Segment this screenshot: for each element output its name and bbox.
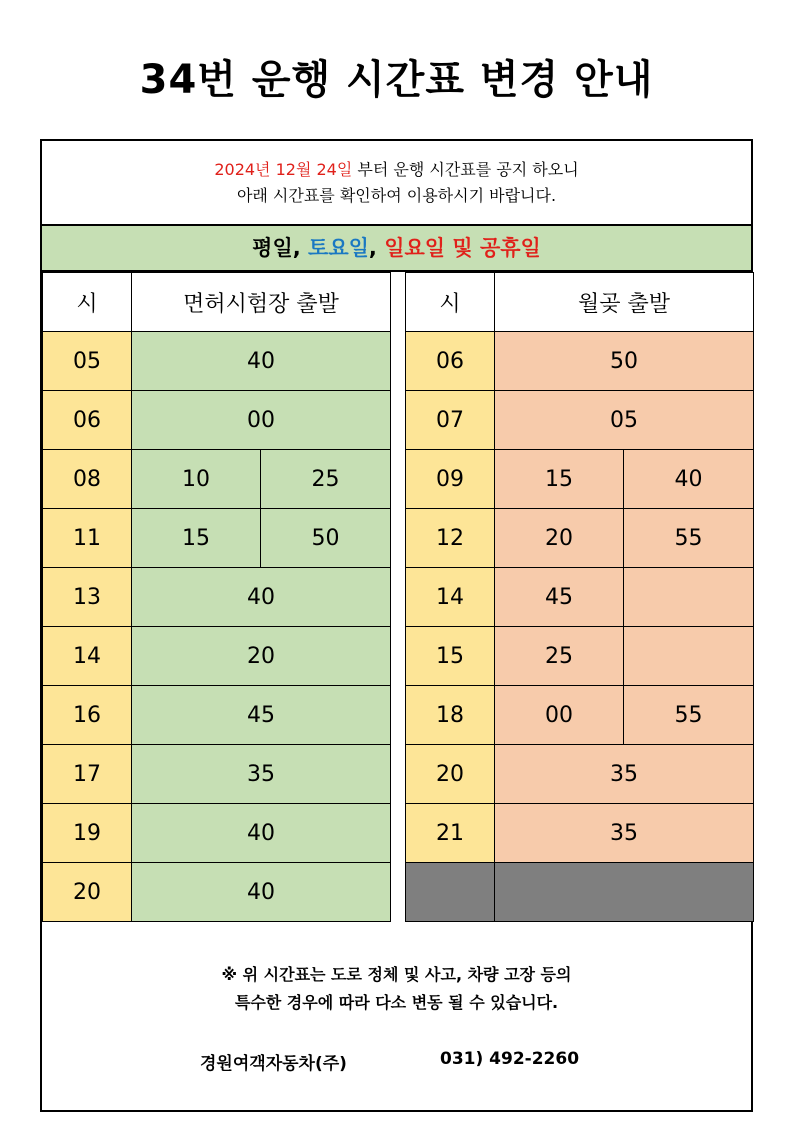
left-header-row bbox=[43, 273, 391, 332]
notice-box bbox=[42, 141, 751, 226]
right-hour-cell: 14 bbox=[406, 568, 495, 627]
right-minute-cell: 40 bbox=[624, 450, 754, 509]
left-hour-cell: 13 bbox=[43, 568, 132, 627]
right-empty-hour-cell bbox=[406, 863, 495, 922]
left-hour-cell: 11 bbox=[43, 509, 132, 568]
right-minute-cell: 50 bbox=[495, 332, 754, 391]
footer-line-1: ※ 위 시간표는 도로 정체 및 사고, 차량 고장 등의 bbox=[221, 965, 572, 984]
right-hour-cell: 07 bbox=[406, 391, 495, 450]
saturday-label: 토요일 bbox=[308, 236, 369, 260]
right-hour-header: 시 bbox=[406, 273, 495, 332]
right-row bbox=[406, 568, 754, 627]
right-minute-cell: 15 bbox=[495, 450, 624, 509]
left-row bbox=[43, 391, 391, 450]
left-row bbox=[43, 509, 391, 568]
left-minute-cell: 35 bbox=[132, 745, 391, 804]
left-minute-cell: 15 bbox=[132, 509, 261, 568]
weekday-label: 평일 bbox=[252, 236, 293, 260]
right-row bbox=[406, 686, 754, 745]
left-hour-cell: 14 bbox=[43, 627, 132, 686]
left-minute-cell: 50 bbox=[261, 509, 391, 568]
left-row bbox=[43, 568, 391, 627]
right-hour-cell: 18 bbox=[406, 686, 495, 745]
left-minute-cell: 00 bbox=[132, 391, 391, 450]
right-minute-cell: 45 bbox=[495, 568, 624, 627]
left-minute-cell: 40 bbox=[132, 568, 391, 627]
holiday-label: 일요일 및 공휴일 bbox=[384, 236, 541, 260]
left-hour-header: 시 bbox=[43, 273, 132, 332]
left-minute-cell: 20 bbox=[132, 627, 391, 686]
right-hour-cell: 06 bbox=[406, 332, 495, 391]
left-hour-cell: 17 bbox=[43, 745, 132, 804]
left-destination-header: 면허시험장 출발 bbox=[132, 273, 391, 332]
notice-line-1-text: 부터 운행 시간표를 공지 하오니 bbox=[352, 160, 579, 179]
service-days-bar bbox=[42, 226, 751, 272]
right-row bbox=[406, 745, 754, 804]
right-row bbox=[406, 391, 754, 450]
page-title: 34번 운행 시간표 변경 안내 bbox=[139, 57, 654, 103]
left-hour-cell: 05 bbox=[43, 332, 132, 391]
right-minute-cell: 55 bbox=[624, 686, 754, 745]
left-row bbox=[43, 745, 391, 804]
left-hour-cell: 19 bbox=[43, 804, 132, 863]
days-separator-2: , bbox=[368, 236, 385, 260]
company-name: 경원여객자동차(주) bbox=[200, 1054, 347, 1074]
left-row bbox=[43, 627, 391, 686]
notice-date: 2024년 12월 24일 bbox=[214, 160, 353, 179]
right-minute-cell: 05 bbox=[495, 391, 754, 450]
right-minute-cell: 35 bbox=[495, 804, 754, 863]
left-minute-cell: 25 bbox=[261, 450, 391, 509]
left-hour-cell: 20 bbox=[43, 863, 132, 922]
left-row bbox=[43, 332, 391, 391]
right-row bbox=[406, 804, 754, 863]
phone-number: 031) 492-2260 bbox=[440, 1049, 580, 1069]
right-row bbox=[406, 332, 754, 391]
right-row bbox=[406, 450, 754, 509]
left-minute-cell: 40 bbox=[132, 863, 391, 922]
notice-line-1 bbox=[42, 157, 751, 183]
left-minute-cell: 40 bbox=[132, 804, 391, 863]
left-row bbox=[43, 804, 391, 863]
right-hour-cell: 20 bbox=[406, 745, 495, 804]
right-timetable bbox=[405, 272, 754, 922]
left-row bbox=[43, 686, 391, 745]
right-hour-cell: 09 bbox=[406, 450, 495, 509]
right-minute-cell: 20 bbox=[495, 509, 624, 568]
right-empty-minute-cell bbox=[495, 863, 754, 922]
timetable-frame bbox=[40, 139, 753, 1112]
right-minute-cell: 25 bbox=[495, 627, 624, 686]
right-empty-row bbox=[406, 863, 754, 922]
right-minute-cell bbox=[624, 568, 754, 627]
left-minute-cell: 10 bbox=[132, 450, 261, 509]
left-hour-cell: 16 bbox=[43, 686, 132, 745]
right-minute-cell bbox=[624, 627, 754, 686]
left-row bbox=[43, 450, 391, 509]
right-hour-cell: 15 bbox=[406, 627, 495, 686]
right-destination-header: 월곶 출발 bbox=[495, 273, 754, 332]
left-row bbox=[43, 863, 391, 922]
left-timetable bbox=[42, 272, 391, 922]
footer-line-2: 특수한 경우에 따라 다소 변동 될 수 있습니다. bbox=[234, 993, 559, 1012]
left-hour-cell: 06 bbox=[43, 391, 132, 450]
notice-line-2: 아래 시간표를 확인하여 이용하시기 바랍니다. bbox=[236, 186, 557, 205]
left-minute-cell: 45 bbox=[132, 686, 391, 745]
right-minute-cell: 00 bbox=[495, 686, 624, 745]
left-minute-cell: 40 bbox=[132, 332, 391, 391]
left-hour-cell: 08 bbox=[43, 450, 132, 509]
days-separator-1: , bbox=[292, 236, 309, 260]
right-hour-cell: 21 bbox=[406, 804, 495, 863]
footer-note bbox=[42, 961, 751, 1017]
right-row bbox=[406, 509, 754, 568]
right-minute-cell: 55 bbox=[624, 509, 754, 568]
right-header-row bbox=[406, 273, 754, 332]
right-minute-cell: 35 bbox=[495, 745, 754, 804]
right-row bbox=[406, 627, 754, 686]
right-hour-cell: 12 bbox=[406, 509, 495, 568]
